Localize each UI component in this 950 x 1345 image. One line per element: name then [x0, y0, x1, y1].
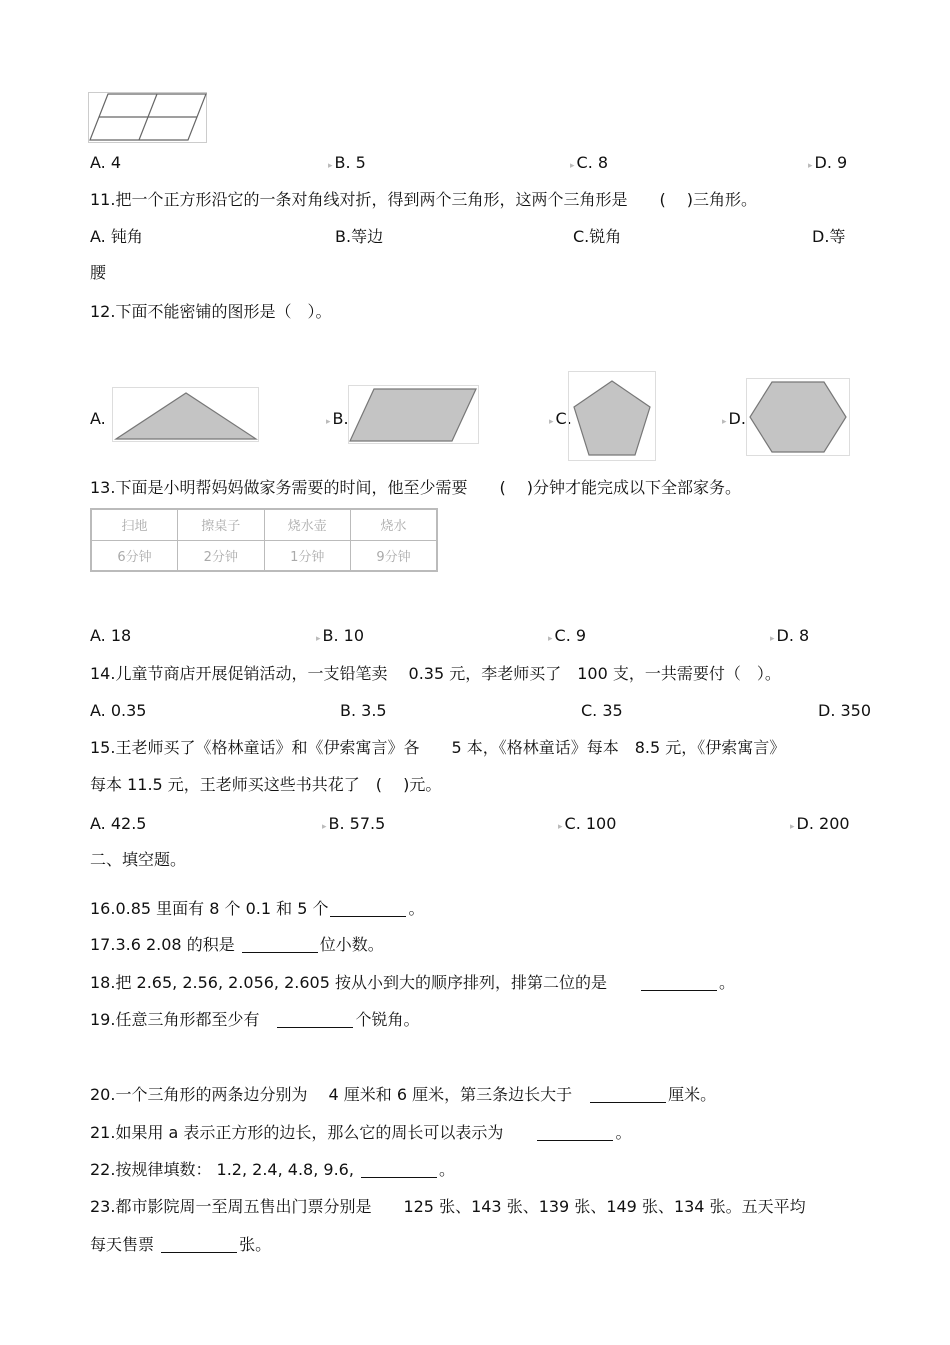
q17-question	[90, 934, 384, 956]
q20-answer-blank[interactable]	[590, 1086, 666, 1103]
q14-option-c[interactable]: C. 35	[581, 701, 623, 720]
q16-question	[90, 898, 425, 920]
triangle-icon	[112, 387, 260, 443]
q12-option-c-text: C.	[555, 409, 572, 428]
q11-option-b[interactable]: B.等边	[335, 227, 384, 246]
q12-option-d-text: D.	[728, 409, 746, 428]
tick-mark: ▸	[570, 161, 575, 171]
q12-option-d-label[interactable]	[722, 408, 746, 433]
q16-end: 。	[408, 899, 425, 918]
q21-end: 。	[615, 1123, 632, 1142]
q20-text: 20.一个三角形的两条边分别为 4 厘米和 6 厘米，第三条边长大于	[90, 1085, 589, 1104]
tick-mark: ▸	[770, 634, 775, 644]
q10-option-b-label: B. 5	[334, 153, 366, 172]
q17-answer-blank[interactable]	[242, 936, 318, 953]
q10-option-b[interactable]	[328, 152, 366, 177]
q22-end: 。	[439, 1160, 456, 1179]
q23-question-line1: 23.都市影院周一至周五售出门票分别是 125 张、143 张、139 张、149 张、134 张。五天平均	[90, 1197, 806, 1216]
q18-answer-blank[interactable]	[641, 974, 717, 991]
tick-mark: ▸	[316, 634, 321, 644]
chores-time-table	[90, 508, 438, 572]
q19-text: 19.任意三角形都至少有	[90, 1010, 276, 1029]
q23-answer-blank[interactable]	[161, 1236, 237, 1253]
q15-option-d[interactable]	[790, 813, 850, 838]
tick-mark: ▸	[322, 822, 327, 832]
table-cell: 2分钟	[178, 540, 265, 571]
q12-option-a-label[interactable]: A.	[90, 409, 106, 428]
table-cell: 烧水	[351, 509, 438, 540]
q10-option-a[interactable]: A. 4	[90, 153, 122, 172]
q14-option-b[interactable]: B. 3.5	[340, 701, 387, 720]
pentagon-icon	[568, 371, 656, 461]
q22-text: 22.按规律填数： 1.2, 2.4, 4.8, 9.6,	[90, 1160, 360, 1179]
table-cell: 擦桌子	[178, 509, 265, 540]
q21-text: 21.如果用 a 表示正方形的边长，那么它的周长可以表示为	[90, 1123, 536, 1142]
q11-option-c[interactable]: C.锐角	[573, 227, 622, 246]
q18-question	[90, 972, 735, 994]
hexagon-icon	[746, 378, 850, 456]
tick-mark: ▸	[790, 822, 795, 832]
q23-question-line2	[90, 1234, 271, 1256]
q10-option-c-label: C. 8	[576, 153, 609, 172]
q12-question: 12.下面不能密铺的图形是（ ）。	[90, 302, 332, 321]
table-cell: 扫地	[91, 509, 178, 540]
q11-question: 11.把一个正方形沿它的一条对角线对折，得到两个三角形，这两个三角形是 ( )三角形。	[90, 190, 758, 209]
q13-option-a[interactable]: A. 18	[90, 626, 132, 645]
q20-question	[90, 1084, 716, 1106]
q18-end: 。	[719, 973, 736, 992]
q13-option-b-label: B. 10	[322, 626, 365, 645]
q15-option-a[interactable]: A. 42.5	[90, 814, 147, 833]
tick-mark: ▸	[326, 417, 331, 427]
table-cell: 1分钟	[264, 540, 351, 571]
q10-option-d-label: D. 9	[814, 153, 848, 172]
q10-option-d[interactable]	[808, 152, 847, 177]
q23-end: 张。	[239, 1235, 272, 1254]
q20-end: 厘米。	[668, 1085, 717, 1104]
q15-option-c[interactable]	[558, 813, 616, 838]
q14-question: 14.儿童节商店开展促销活动，一支铅笔卖 0.35 元，李老师买了 100 支，一共需要付（ ）。	[90, 664, 781, 683]
table-cell: 烧水壶	[264, 509, 351, 540]
q19-end: 个锐角。	[355, 1010, 420, 1029]
q11-option-a[interactable]: A. 钝角	[90, 227, 143, 246]
q15-option-c-label: C. 100	[564, 814, 617, 833]
q21-question	[90, 1122, 631, 1144]
q17-text: 17.3.6 2.08 的积是	[90, 935, 240, 954]
q15-option-b[interactable]	[322, 813, 385, 838]
table-cell: 9分钟	[351, 540, 438, 571]
q12-option-b-text: B.	[332, 409, 349, 428]
q21-answer-blank[interactable]	[537, 1124, 613, 1141]
q14-option-a[interactable]: A. 0.35	[90, 701, 147, 720]
q15-question-line1: 15.王老师买了《格林童话》和《伊索寓言》各 5 本，《格林童话》每本 8.5 元，《伊索寓言》	[90, 738, 786, 757]
tick-mark: ▸	[548, 634, 553, 644]
q18-text: 18.把 2.65, 2.56, 2.056, 2.605 按从小到大的顺序排列，排第二位的是	[90, 973, 639, 992]
parallelogram-grid-figure	[88, 92, 208, 144]
section-heading: 二、填空题。	[90, 850, 187, 869]
q13-question: 13.下面是小明帮妈妈做家务需要的时间，他至少需要 ( )分钟才能完成以下全部家务。	[90, 478, 742, 497]
q12-option-b-label[interactable]	[326, 408, 349, 433]
tick-mark: ▸	[808, 161, 813, 171]
q15-question-line2: 每本 11.5 元，王老师买这些书共花了 ( )元。	[90, 775, 442, 794]
table-row	[91, 540, 437, 571]
tick-mark: ▸	[328, 161, 333, 171]
table-cell: 6分钟	[91, 540, 178, 571]
q14-option-d[interactable]: D. 350	[818, 701, 872, 720]
q13-option-c-label: C. 9	[554, 626, 587, 645]
tick-mark: ▸	[558, 822, 563, 832]
q13-option-b[interactable]	[316, 625, 364, 650]
q16-answer-blank[interactable]	[330, 900, 406, 917]
tick-mark: ▸	[549, 417, 554, 427]
q10-option-c[interactable]	[570, 152, 608, 177]
tick-mark: ▸	[722, 417, 727, 427]
q23-text: 每天售票	[90, 1235, 160, 1254]
table-header-row	[91, 509, 437, 540]
q17-end: 位小数。	[319, 935, 384, 954]
q15-option-d-label: D. 200	[796, 814, 850, 833]
q13-option-d-label: D. 8	[776, 626, 810, 645]
q13-option-c[interactable]	[548, 625, 586, 650]
q15-option-b-label: B. 57.5	[328, 814, 386, 833]
q16-text: 16.0.85 里面有 8 个 0.1 和 5 个	[90, 899, 329, 918]
q22-question	[90, 1159, 455, 1181]
parallelogram-icon	[348, 385, 480, 445]
q11-option-d[interactable]: D.等	[812, 227, 846, 246]
q11-option-d-wrap: 腰	[90, 263, 107, 282]
q19-answer-blank[interactable]	[277, 1011, 353, 1028]
q19-question	[90, 1009, 419, 1031]
q22-answer-blank[interactable]	[361, 1161, 437, 1178]
q13-option-d[interactable]	[770, 625, 809, 650]
